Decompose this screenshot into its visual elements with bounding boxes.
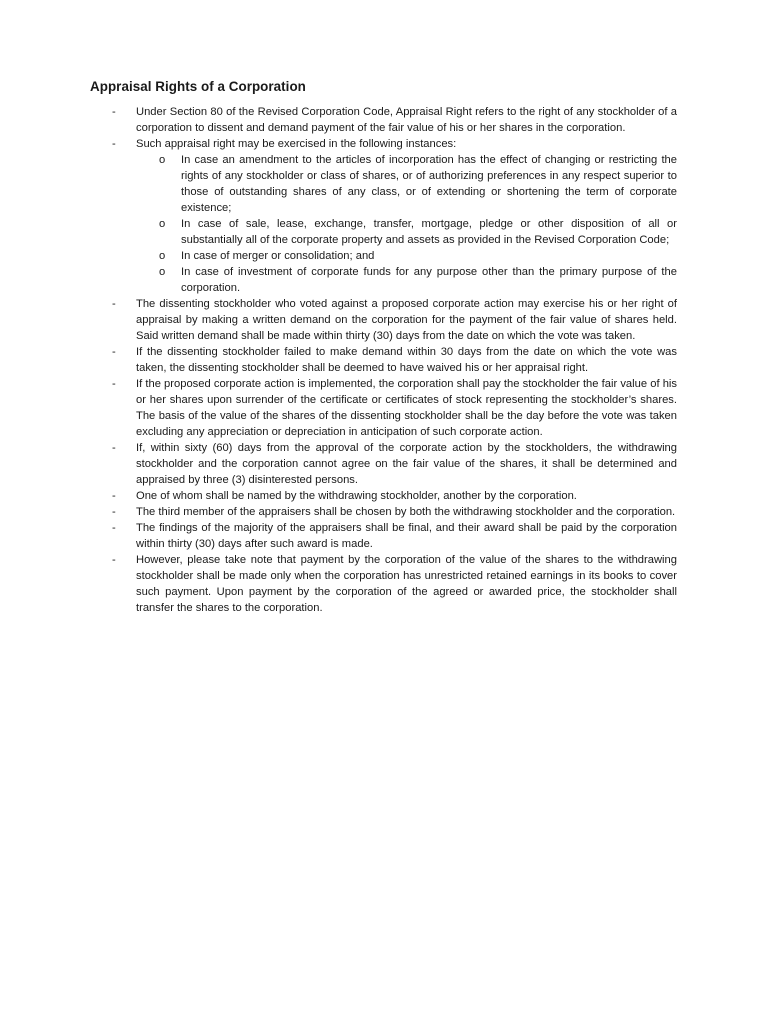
list-item-text: The findings of the majority of the appraisers shall be final, and their award shall be paid by the corporation within thirty (30) days after such award is made.: [136, 522, 677, 550]
sub-list: [136, 152, 677, 296]
dash-bullet: -: [112, 506, 116, 518]
list-item: [112, 104, 677, 136]
dash-bullet: -: [112, 522, 116, 534]
list-item-text: However, please take note that payment by the corporation of the value of the shares to the withdrawing stockholder shall be made only when the corporation has unrestricted retained earnings in its books to cover such payment. Upon payment by the corporation of the agreed or awarded price, the stockholder shall transfer the shares to the corporation.: [136, 554, 677, 614]
dash-bullet: -: [112, 554, 116, 566]
sub-list-item-text: In case of investment of corporate funds for any purpose other than the primary purpose of the corporation.: [181, 266, 677, 294]
dash-bullet: -: [112, 442, 116, 454]
list-item-text: If the proposed corporate action is implemented, the corporation shall pay the stockholder the fair value of his or her shares upon surrender of the certificate or certificates of stock representing the stockholder’s shares. The basis of the value of the shares of the dissenting stockholder shall be the day before the vote was taken excluding any appreciation or depreciation in anticipation of such corporate action.: [136, 378, 677, 438]
circle-bullet: o: [159, 250, 166, 262]
sub-list-item: [136, 152, 677, 216]
sub-list-item-text: In case of sale, lease, exchange, transfer, mortgage, pledge or other disposition of all or substantially all of the corporate property and assets as provided in the Revised Corporation Code;: [181, 218, 677, 246]
list-item: [112, 344, 677, 376]
sub-list-item: [136, 264, 677, 296]
list-item-text: If, within sixty (60) days from the approval of the corporate action by the stockholders, the withdrawing stockholder and the corporation cannot agree on the fair value of the shares, it shall be determined and appraised by three (3) disinterested persons.: [136, 442, 677, 486]
list-item-text: If the dissenting stockholder failed to make demand within 30 days from the date on which the vote was taken, the dissenting stockholder shall be deemed to have waived his or her appraisal right.: [136, 346, 677, 374]
list-item-text: The third member of the appraisers shall be chosen by both the withdrawing stockholder and the corporation.: [136, 506, 676, 518]
dash-bullet: -: [112, 298, 116, 310]
dash-bullet: -: [112, 490, 116, 502]
dash-bullet: -: [112, 378, 116, 390]
document-title: Appraisal Rights of a Corporation: [90, 79, 306, 94]
sub-list-item-text: In case an amendment to the articles of incorporation has the effect of changing or restricting the rights of any stockholder or class of shares, or of authorizing preferences in any respect superior to those of outstanding shares of any class, or of extending or shortening the term of corporate existence;: [181, 154, 677, 214]
list-item-text: The dissenting stockholder who voted against a proposed corporate action may exercise his or her right of appraisal by making a written demand on the corporation for the payment of the fair value of shares held. Said written demand shall be made within thirty (30) days from the date on which the vote was taken.: [136, 298, 677, 342]
circle-bullet: o: [159, 266, 166, 278]
list-item: [112, 136, 677, 296]
list-item-text: Under Section 80 of the Revised Corporation Code, Appraisal Right refers to the right of any stockholder of a corporation to dissent and demand payment of the fair value of his or her shares in the corporation.: [136, 106, 677, 134]
dash-bullet: -: [112, 138, 116, 150]
dash-bullet: -: [112, 106, 116, 118]
list-item: [112, 504, 677, 520]
list-item: [112, 296, 677, 344]
circle-bullet: o: [159, 218, 166, 230]
list-item: [112, 440, 677, 488]
list-item-text: Such appraisal right may be exercised in the following instances:: [136, 138, 457, 150]
list-item: [112, 376, 677, 440]
list-item-text: One of whom shall be named by the withdrawing stockholder, another by the corporation.: [136, 490, 577, 502]
sub-list-item: [136, 248, 677, 264]
list-item: [112, 488, 677, 504]
list-item: [112, 552, 677, 616]
sub-list-item: [136, 216, 677, 248]
circle-bullet: o: [159, 154, 166, 166]
dash-bullet: -: [112, 346, 116, 358]
list-item: [112, 520, 677, 552]
bullet-list: [112, 104, 677, 616]
sub-list-item-text: In case of merger or consolidation; and: [181, 250, 375, 262]
